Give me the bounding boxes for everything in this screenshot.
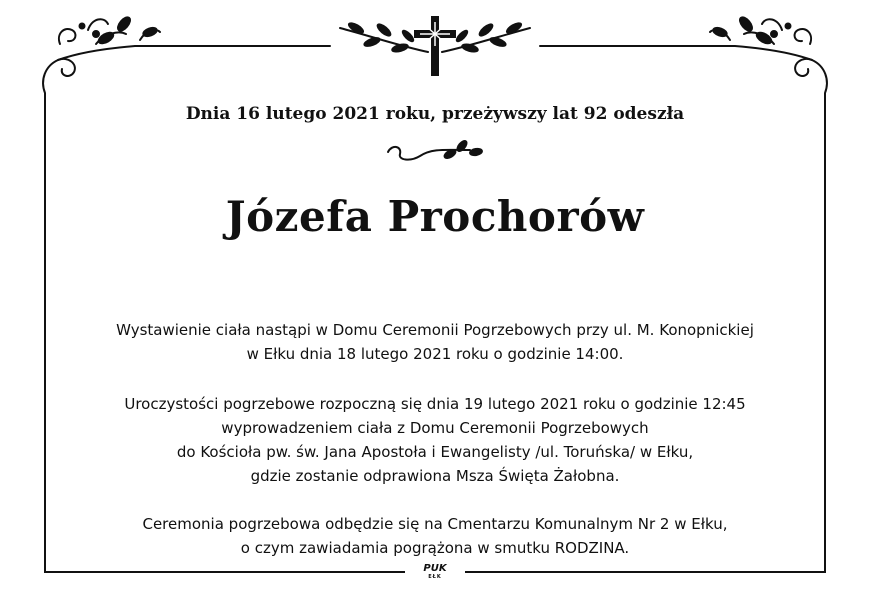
burial-paragraph (40, 512, 830, 560)
viewing-line-1: Wystawienie ciała nastąpi w Domu Ceremonii Pogrzebowych przy ul. M. Konopnickiej (116, 321, 754, 339)
burial-line-2: o czym zawiadamia pogrążona w smutku RODZINA. (240, 539, 630, 557)
cross-with-olive-branches-icon (340, 16, 530, 76)
top-left-floral-ornament-icon (43, 15, 330, 93)
death-announcement-line: Dnia 16 lutego 2021 roku, przeżywszy lat 92 odeszła (185, 104, 685, 124)
ceremony-line-2: wyprowadzeniem ciała z Domu Ceremonii Pogrzebowych (221, 419, 649, 437)
leaf-flourish-icon (388, 139, 482, 159)
deceased-name: Józefa Prochorów (225, 192, 645, 241)
ceremony-line-3: do Kościoła pw. św. Jana Apostoła i Ewangelisty /ul. Toruńska/ w Ełku, (176, 443, 694, 461)
ceremony-line-1: Uroczystości pogrzebowe rozpoczną się dnia 19 lutego 2021 roku o godzinie 12:45 (124, 395, 746, 413)
logo-main-text: PUK (423, 563, 447, 574)
logo-sub-text: EŁK (428, 574, 442, 580)
funeral-ceremony-paragraph (40, 392, 830, 488)
top-right-floral-ornament-icon (540, 15, 827, 93)
burial-line-1: Ceremonia pogrzebowa odbędzie się na Cmentarzu Komunalnym Nr 2 w Ełku, (142, 515, 728, 533)
viewing-paragraph (40, 318, 830, 366)
ceremony-line-4: gdzie zostanie odprawiona Msza Święta Żałobna. (250, 467, 620, 485)
viewing-line-2: w Ełku dnia 18 lutego 2021 roku o godzinie 14:00. (246, 345, 624, 363)
funeral-home-logo (410, 563, 460, 580)
